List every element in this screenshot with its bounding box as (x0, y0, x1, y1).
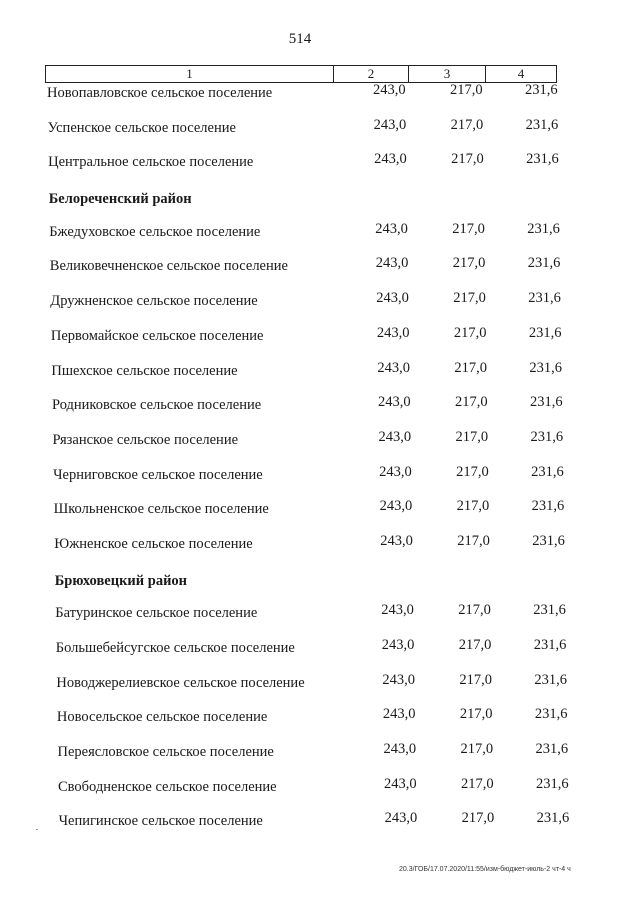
value-column-3: 217,0 (452, 255, 486, 272)
table-row (52, 500, 592, 535)
value-column-3: 217,0 (451, 151, 484, 168)
settlement-name: Дружненское сельское поселение (50, 293, 258, 310)
value-column-4: 231,6 (534, 706, 568, 723)
table-row (51, 463, 591, 501)
page-number: 514 (288, 31, 312, 47)
value-column-2: 243,0 (378, 394, 411, 411)
value-column-2: 243,0 (381, 637, 415, 653)
value-column-3: 217,0 (453, 324, 487, 341)
settlement-name: Черниговское сельское поселение (53, 466, 263, 483)
settlement-name: Первомайское сельское поселение (50, 327, 264, 344)
value-column-2: 243,0 (376, 324, 410, 341)
value-column-2: 243,0 (382, 706, 416, 723)
section-heading-row (47, 188, 587, 223)
value-column-4: 231,6 (528, 290, 561, 307)
value-column-4: 231,6 (536, 775, 569, 792)
settlement-name: Большебейсугское сельское поселение (55, 640, 295, 656)
value-column-2: 243,0 (383, 741, 417, 758)
table-row (46, 153, 586, 188)
settlement-name: Чепигинское сельское поселение (58, 813, 263, 830)
value-column-2: 243,0 (376, 290, 409, 307)
table-row (50, 396, 590, 431)
document-footer-code: 20.3/ГОБ/17.07.2020/11:55/изм-бюджет-июль-2 чт-4 ч (399, 866, 571, 873)
value-column-3: 217,0 (461, 810, 495, 827)
value-column-4: 231,6 (529, 359, 563, 376)
settlement-name: Новоджерелиевское сельское поселение (56, 674, 305, 691)
table-row (52, 532, 592, 570)
value-column-2: 243,0 (373, 116, 407, 133)
value-column-2: 243,0 (381, 602, 414, 619)
table-row (57, 812, 597, 847)
value-column-3: 217,0 (459, 706, 493, 723)
value-column-4: 231,6 (530, 428, 564, 445)
settlement-name: Родниковское сельское поселение (52, 397, 262, 414)
settlement-name: Школьненское сельское поселение (53, 501, 269, 518)
value-column-3: 217,0 (452, 220, 485, 237)
value-column-3: 217,0 (455, 394, 488, 411)
value-column-3: 217,0 (454, 359, 488, 376)
value-column-4: 231,6 (531, 498, 565, 515)
settlement-name: Переясловское сельское поселение (57, 744, 274, 761)
value-column-4: 231,6 (525, 82, 558, 98)
table-row (53, 604, 593, 639)
value-column-2: 243,0 (384, 810, 418, 827)
value-column-2: 243,0 (375, 255, 409, 272)
table-row (47, 220, 587, 258)
scan-speck (36, 829, 38, 830)
table-row (45, 84, 585, 119)
settlement-name: Южненское сельское поселение (54, 535, 253, 552)
settlement-name: Новосельское сельское поселение (56, 709, 268, 726)
value-column-4: 231,6 (531, 463, 564, 480)
value-column-3: 217,0 (458, 602, 491, 619)
settlement-name: Рязанское сельское поселение (52, 431, 239, 448)
value-column-4: 231,6 (527, 255, 561, 272)
table-row (56, 775, 596, 813)
value-column-2: 243,0 (374, 151, 407, 168)
value-column-3: 217,0 (456, 463, 489, 480)
settlement-name: Успенское сельское поселение (47, 119, 236, 136)
value-column-3: 217,0 (456, 498, 490, 515)
table-row (48, 292, 588, 327)
value-column-2: 243,0 (379, 498, 413, 515)
value-column-3: 217,0 (455, 428, 489, 445)
settlement-name: Центральное сельское поселение (48, 154, 254, 171)
value-column-3: 217,0 (450, 116, 484, 133)
value-column-4: 231,6 (532, 532, 565, 549)
table-header (45, 65, 557, 83)
column-header-1: 1 (186, 66, 193, 81)
table-row (49, 359, 589, 397)
settlement-name: Свободненское сельское поселение (58, 778, 277, 795)
settlement-name: Бжедуховское сельское поселение (49, 223, 261, 240)
column-header-4: 4 (485, 66, 556, 82)
value-column-2: 243,0 (379, 463, 412, 480)
value-column-4: 231,6 (533, 602, 566, 619)
table-row (49, 324, 589, 362)
table-body (45, 84, 585, 847)
value-column-4: 231,6 (527, 220, 560, 237)
settlement-name: Великовечненское сельское поселение (49, 258, 288, 275)
table-row (55, 708, 595, 743)
column-header-2: 2 (333, 66, 408, 82)
value-column-4: 231,6 (530, 394, 563, 411)
value-column-3: 217,0 (450, 82, 483, 98)
district-name: Брюховецкий район (54, 572, 188, 589)
value-column-2: 243,0 (373, 82, 406, 98)
value-column-2: 243,0 (384, 775, 417, 792)
value-column-3: 217,0 (460, 741, 494, 758)
value-column-2: 243,0 (375, 220, 408, 237)
table-row (56, 743, 596, 778)
column-header-3: 3 (408, 66, 485, 82)
value-column-2: 243,0 (382, 671, 416, 688)
table-row (46, 116, 586, 154)
table-row (48, 257, 588, 292)
value-column-4: 231,6 (534, 671, 568, 688)
settlement-name: Пшехское сельское поселение (51, 362, 238, 379)
value-column-3: 217,0 (453, 290, 486, 307)
table-row (54, 639, 594, 674)
value-column-4: 231,6 (533, 637, 567, 653)
settlement-name: Новопавловское сельское поселение (47, 85, 273, 101)
table-row (54, 671, 594, 709)
table-row (51, 428, 591, 466)
section-heading-row (53, 570, 593, 605)
value-column-4: 231,6 (536, 810, 570, 827)
value-column-3: 217,0 (458, 637, 492, 653)
value-column-2: 243,0 (378, 428, 412, 445)
value-column-3: 217,0 (461, 775, 494, 792)
value-column-3: 217,0 (457, 532, 490, 549)
value-column-4: 231,6 (528, 324, 562, 341)
settlement-name: Батуринское сельское поселение (55, 605, 258, 622)
value-column-4: 231,6 (526, 151, 559, 168)
value-column-2: 243,0 (380, 532, 413, 549)
value-column-3: 217,0 (459, 671, 493, 688)
district-name: Белореченский район (48, 191, 192, 208)
value-column-4: 231,6 (525, 116, 559, 133)
value-column-4: 231,6 (535, 741, 569, 758)
value-column-2: 243,0 (377, 359, 411, 376)
